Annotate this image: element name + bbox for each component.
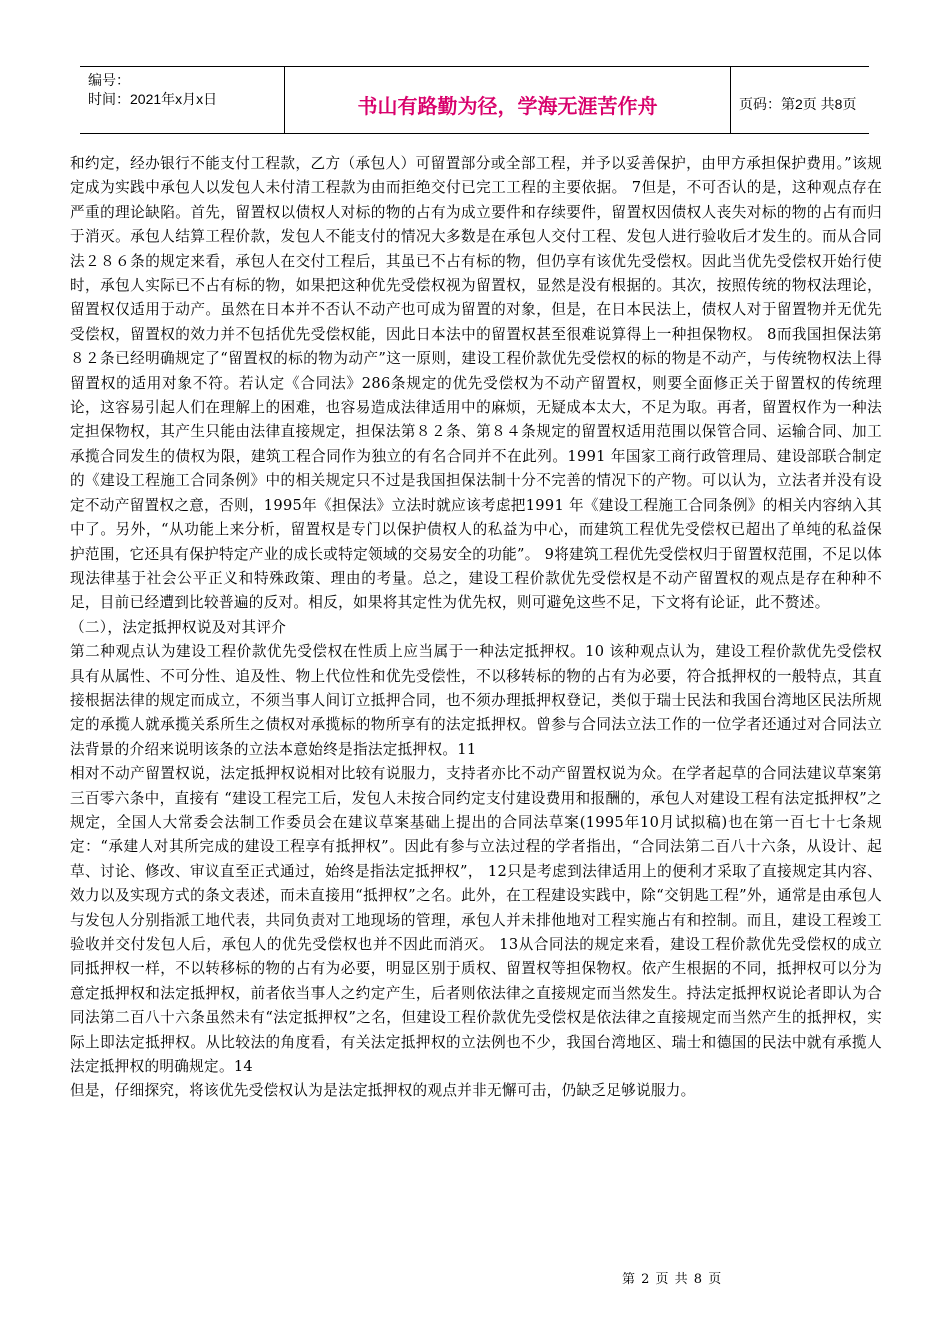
paragraph: 相对不动产留置权说，法定抵押权说相对比较有说服力，支持者亦比不动产留置权说为众。在学者起草的合同法建议草案第三百零六条中，直接有 “建设工程完工后，发包人未按合同约定支付建设费用和报酬的，承包人对建设工程有法定抵押权”之规定，全国人大常委会法制工作委员会在建议草案基础上提出的合同法草案(1995年10月试拟稿)也在第一百七十七条规定：“承建人对其所完成的建设工程享有抵押权”。因此有参与立法过程的学者指出，“合同法第二百八十六条，从设计、起草、讨论、修改、审议直至正式通过，始终是指法定抵押权”， 12只是考虑到法律适用上的便利才采取了直接规定其内容、效力以及实现方式的条文表述，而未直接用“抵押权”之名。此外，在工程建设实践中，除“交钥匙工程”外，通常是由承包人与发包人分别指派工地代表，共同负责对工地现场的管理，承包人并未排他地对工程实施占有和控制。而且，建设工程竣工验收并交付发包人后，承包人的优先受偿权也并不因此而消灭。 13从合同法的规定来看，建设工程价款优先受偿权的成立同抵押权一样，不以转移标的物的占有为必要，明显区别于质权、留置权等担保物权。依产生根据的不同，抵押权可以分为意定抵押权和法定抵押权，前者依当事人之约定产生，后者则依法律之直接规定而当然发生。持法定抵押权说论者即认为合同法第二百八十六条虽然未有“法定抵押权”之名，但建设工程价款优先受偿权是依法律之直接规定而当然产生的抵押权，实际上即法定抵押权。从比较法的角度看，有关法定抵押权的立法例也不少，我国台湾地区、瑞士和德国的民法中就有承揽人法定抵押权的明确规定。14 [70,765,882,1076]
header-meta [80,67,285,133]
document-body [70,152,882,1104]
number-label: 编号： [88,72,130,88]
header-motto: 书山有路勤为径，学海无涯苦作舟 [285,67,731,133]
paragraph: 和约定，经办银行不能支付工程款，乙方（承包人）可留置部分或全部工程，并予以妥善保护，由甲方承担保护费用。”该规定成为实践中承包人以发包人未付清工程款为由而拒绝交付已完工工程的主要依据。 7但是，不可否认的是，这种观点存在严重的理论缺陷。首先，留置权以债权人对标的物的占有为成立要件和存续要件，留置权因债权人丧失对标的物的占有而归于消灭。承包人结算工程价款，发包人不能支付的情况大多数是在承包人交付工程、发包人进行验收后才发生的。而从合同法２８６条的规定来看，承包人在交付工程后，其虽已不占有标的物，但仍享有该优先受偿权。因此当优先受偿权开始行使时，承包人实际已不占有标的物，如果把这种优先受偿权视为留置权，显然是没有根据的。其次，按照传统的物权法理论，留置权仅适用于动产。虽然在日本并不否认不动产也可成为留置的对象，但是，在日本民法上，债权人对于留置物并无优先受偿权，留置权的效力并不包括优先受偿权能，因此日本法中的留置权甚至很难说算得上一种担保物权。 8而我国担保法第８２条已经明确规定了“留置权的标的物为动产”这一原则，建设工程价款优先受偿权的标的物是不动产，与传统物权法上得留置权的适用对象不符。若认定《合同法》286条规定的优先受偿权为不动产留置权，则要全面修正关于留置权的传统理论，这容易引起人们在理解上的困难，也容易造成法律适用中的麻烦，无疑成本太大，不足为取。再者，留置权作为一种法定担保物权，其产生只能由法律直接规定，担保法第８２条、第８４条规定的留置权适用范围以保管合同、运输合同、加工承揽合同发生的债权为限，建筑工程合同作为独立的有名合同并不在此列。1991 年国家工商行政管理局、建设部联合制定的《建设工程施工合同条例》中的相关规定只不过是我国担保法制十分不完善的情况下的产物。可以认为，立法者并没有设定不动产留置权之意，否则，1995年《担保法》立法时就应该考虑把1991 年《建设工程施工合同条例》的相关内容纳入其中了。另外，“从功能上来分析，留置权是专门以保护债权人的私益为中心，而建筑工程优先受偿权已超出了单纯的私益保护范围，它还具有保护特定产业的成长或特定领域的交易安全的功能”。 9将建筑工程优先受偿权归于留置权范围，不足以体现法律基于社会公平正义和特殊政策、理由的考量。总之，建设工程价款优先受偿权是不动产留置权的观点是存在种种不足，目前已经遭到比较普遍的反对。相反，如果将其定性为优先权，则可避免这些不足，下文将有论证，此不赘述。 [70,155,882,612]
page-footer: 第 2 页 共 8 页 [622,1272,723,1287]
header-page-info: 页码：第2页 共8页 [739,96,857,112]
section-heading: （二），法定抵押权说及对其评介 [70,618,287,636]
time-label: 时间：2021年x月x日 [88,91,218,107]
paragraph: 但是，仔细探究，将该优先受偿权认为是法定抵押权的观点并非无懈可击，仍缺乏足够说服力。 [70,1082,696,1100]
paragraph: 第二种观点认为建设工程价款优先受偿权在性质上应当属于一种法定抵押权。10 该种观点认为，建设工程价款优先受偿权具有从属性、不可分性、追及性、物上代位性和优先受偿性，不以移转标的物的占有为必要，符合抵押权的一般特点，其直接根据法律的规定而成立，不须当事人间订立抵押合同，也不须办理抵押权登记，类似于瑞士民法和我国台湾地区民法所规定的承揽人就承揽关系所生之债权对承揽标的物所享有的法定抵押权。曾参与合同法立法工作的一位学者还通过对合同法立法背景的介绍来说明该条的立法本意始终是指法定抵押权。11 [70,643,882,758]
page-header [80,66,869,134]
